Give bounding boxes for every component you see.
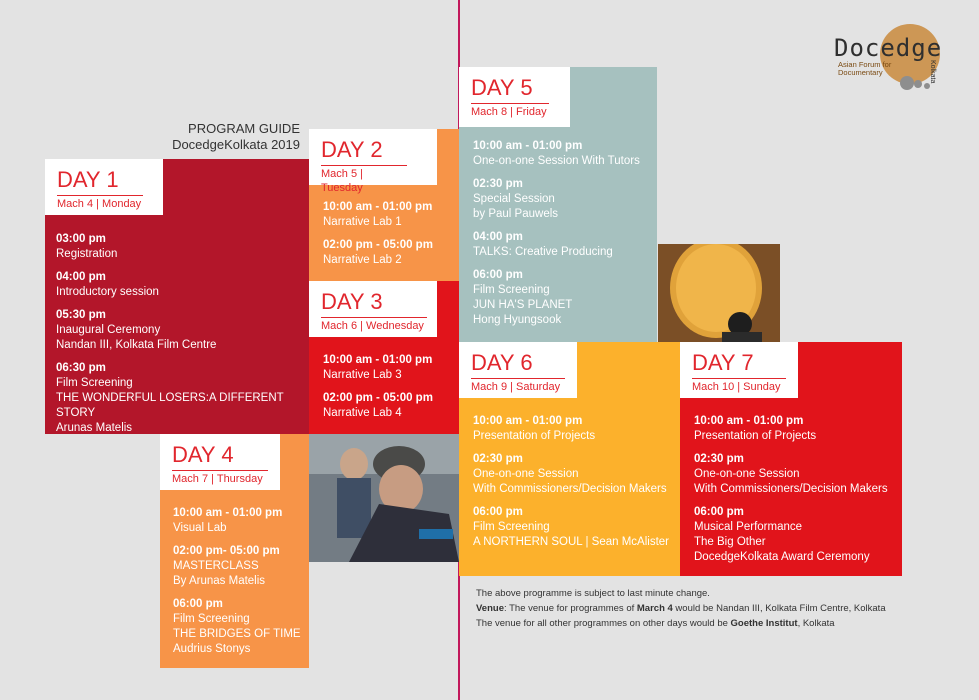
event-text: Narrative Lab 4 [323, 407, 402, 419]
event-item [473, 230, 655, 260]
event-text: Film Screening [173, 613, 250, 625]
event-time: 10:00 am - 01:00 pm [323, 201, 433, 213]
day4-date: Mach 7 | Thursday [172, 470, 268, 486]
event-item [173, 597, 307, 657]
logo-tagline-line2: Documentary [838, 68, 883, 77]
event-item [473, 177, 655, 222]
event-time: 06:00 pm [473, 506, 523, 518]
event-time: 10:00 am - 01:00 pm [173, 507, 283, 519]
event-time: 10:00 am - 01:00 pm [323, 354, 433, 366]
day3-date: Mach 6 | Wednesday [321, 317, 427, 333]
venue-date: March 4 [636, 603, 673, 614]
event-item [173, 506, 307, 536]
event-time: 04:00 pm [473, 231, 523, 243]
event-item [173, 544, 307, 589]
event-text: With Commissioners/Decision Makers [694, 483, 888, 495]
day6-date: Mach 9 | Saturday [471, 378, 565, 394]
event-text: By Arunas Matelis [173, 575, 266, 587]
logo-city: Kolkata [929, 60, 936, 84]
day5-date: Mach 8 | Friday [471, 103, 549, 119]
event-text: Hong Hyungsook [473, 314, 562, 326]
venue-name: Goethe Institut [730, 618, 798, 629]
day4-title: DAY 4 [172, 442, 234, 467]
event-time: 02:00 pm - 05:00 pm [323, 392, 433, 404]
event-text: Presentation of Projects [694, 430, 817, 442]
event-text: With Commissioners/Decision Makers [473, 483, 667, 495]
event-time: 02:30 pm [694, 453, 744, 465]
event-text: A NORTHERN SOUL | Sean McAlister [473, 536, 669, 548]
event-time: 10:00 am - 01:00 pm [694, 415, 804, 427]
event-text: Special Session [473, 193, 555, 205]
event-time: 05:30 pm [56, 309, 106, 321]
event-text: Film Screening [473, 284, 550, 296]
logo-tagline-line1: Asian Forum for [838, 60, 892, 69]
event-item [56, 232, 306, 262]
event-text: THE WONDERFUL LOSERS:A DIFFERENT STORY [56, 392, 284, 419]
event-text: by Paul Pauwels [473, 208, 559, 220]
logo-tagline [838, 61, 891, 77]
event-text: Presentation of Projects [473, 430, 596, 442]
event-item [56, 361, 306, 436]
note-other-venue-line [476, 616, 916, 631]
event-item [694, 505, 900, 565]
event-time: 06:00 pm [694, 506, 744, 518]
event-text: Registration [56, 248, 118, 260]
event-text: Introductory session [56, 286, 159, 298]
event-text: Arunas Matelis [56, 422, 133, 434]
day6-events [473, 414, 678, 558]
event-time: 03:00 pm [56, 233, 106, 245]
day7-date: Mach 10 | Sunday [692, 378, 786, 394]
day6-title: DAY 6 [471, 350, 533, 375]
venue-text: , Kolkata [797, 618, 835, 629]
day6-header [459, 342, 577, 398]
event-text: Film Screening [473, 521, 550, 533]
event-time: 02:30 pm [473, 453, 523, 465]
day3-header [309, 281, 437, 337]
day5-header [459, 67, 570, 127]
event-time: 04:00 pm [56, 271, 106, 283]
event-text: Musical Performance [694, 521, 803, 533]
day2-events [323, 200, 457, 276]
event-text: Narrative Lab 2 [323, 254, 402, 266]
day4-header [160, 434, 280, 490]
event-text: THE BRIDGES OF TIME [173, 628, 301, 640]
event-text: Film Screening [56, 377, 133, 389]
event-time: 02:00 pm- 05:00 pm [173, 545, 280, 557]
event-time: 02:30 pm [473, 178, 523, 190]
event-text: The Big Other [694, 536, 766, 548]
film-still-photo [658, 244, 780, 342]
event-item [323, 200, 457, 230]
event-text: DocedgeKolkata Award Ceremony [694, 551, 870, 563]
event-text: Nandan III, Kolkata Film Centre [56, 339, 217, 351]
event-text: One-on-one Session [473, 468, 579, 480]
day5-events [473, 139, 655, 336]
event-text: Narrative Lab 1 [323, 216, 402, 228]
event-item [473, 414, 678, 444]
footer-note [476, 586, 916, 631]
event-time: 10:00 am - 01:00 pm [473, 415, 583, 427]
day1-header [45, 159, 163, 215]
cyclist-photo [309, 434, 459, 562]
event-time: 06:00 pm [473, 269, 523, 281]
day7-title: DAY 7 [692, 350, 754, 375]
event-text: One-on-one Session [694, 468, 800, 480]
day7-header [680, 342, 798, 398]
event-time: 06:30 pm [56, 362, 106, 374]
event-item [473, 505, 678, 550]
event-time: 06:00 pm [173, 598, 223, 610]
title-line-2: DocedgeKolkata 2019 [172, 137, 300, 152]
day1-date: Mach 4 | Monday [57, 195, 143, 211]
venue-label: Venue [476, 603, 504, 614]
event-text: Inaugural Ceremony [56, 324, 161, 336]
venue-text: : The venue for programmes of [504, 603, 637, 614]
day2-date: Mach 5 | Tuesday [321, 165, 407, 195]
event-item [473, 139, 655, 169]
venue-text: would be Nandan III, Kolkata Film Centre, Kolkata [672, 603, 886, 614]
note-change: The above programme is subject to last minute change. [476, 588, 710, 599]
day5-title: DAY 5 [471, 75, 533, 100]
event-time: 10:00 am - 01:00 pm [473, 140, 583, 152]
event-item [323, 391, 457, 421]
note-venue-line [476, 601, 916, 616]
day2-title: DAY 2 [321, 137, 383, 162]
event-item [694, 414, 900, 444]
venue-text: The venue for all other programmes on other days would be [476, 618, 731, 629]
event-item [323, 238, 457, 268]
event-text: TALKS: Creative Producing [473, 246, 613, 258]
event-text: JUN HA'S PLANET [473, 299, 573, 311]
event-item [323, 353, 457, 383]
event-time: 02:00 pm - 05:00 pm [323, 239, 433, 251]
day1-events [56, 232, 306, 444]
day7-events [694, 414, 900, 573]
title-line-1: PROGRAM GUIDE [188, 121, 300, 136]
program-guide-title [170, 121, 300, 153]
event-text: MASTERCLASS [173, 560, 259, 572]
event-text: Narrative Lab 3 [323, 369, 402, 381]
day4-events [173, 506, 307, 665]
docedge-logo [832, 20, 962, 100]
logo-wordmark: Docedge [834, 34, 943, 62]
event-item [694, 452, 900, 497]
event-text: One-on-one Session With Tutors [473, 155, 640, 167]
day1-title: DAY 1 [57, 167, 119, 192]
event-text: Visual Lab [173, 522, 227, 534]
day3-title: DAY 3 [321, 289, 383, 314]
event-text: Audrius Stonys [173, 643, 251, 655]
event-item [473, 452, 678, 497]
event-item [56, 308, 306, 353]
day2-header [309, 129, 437, 194]
event-item [56, 270, 306, 300]
event-item [473, 268, 655, 328]
day3-events [323, 353, 457, 429]
